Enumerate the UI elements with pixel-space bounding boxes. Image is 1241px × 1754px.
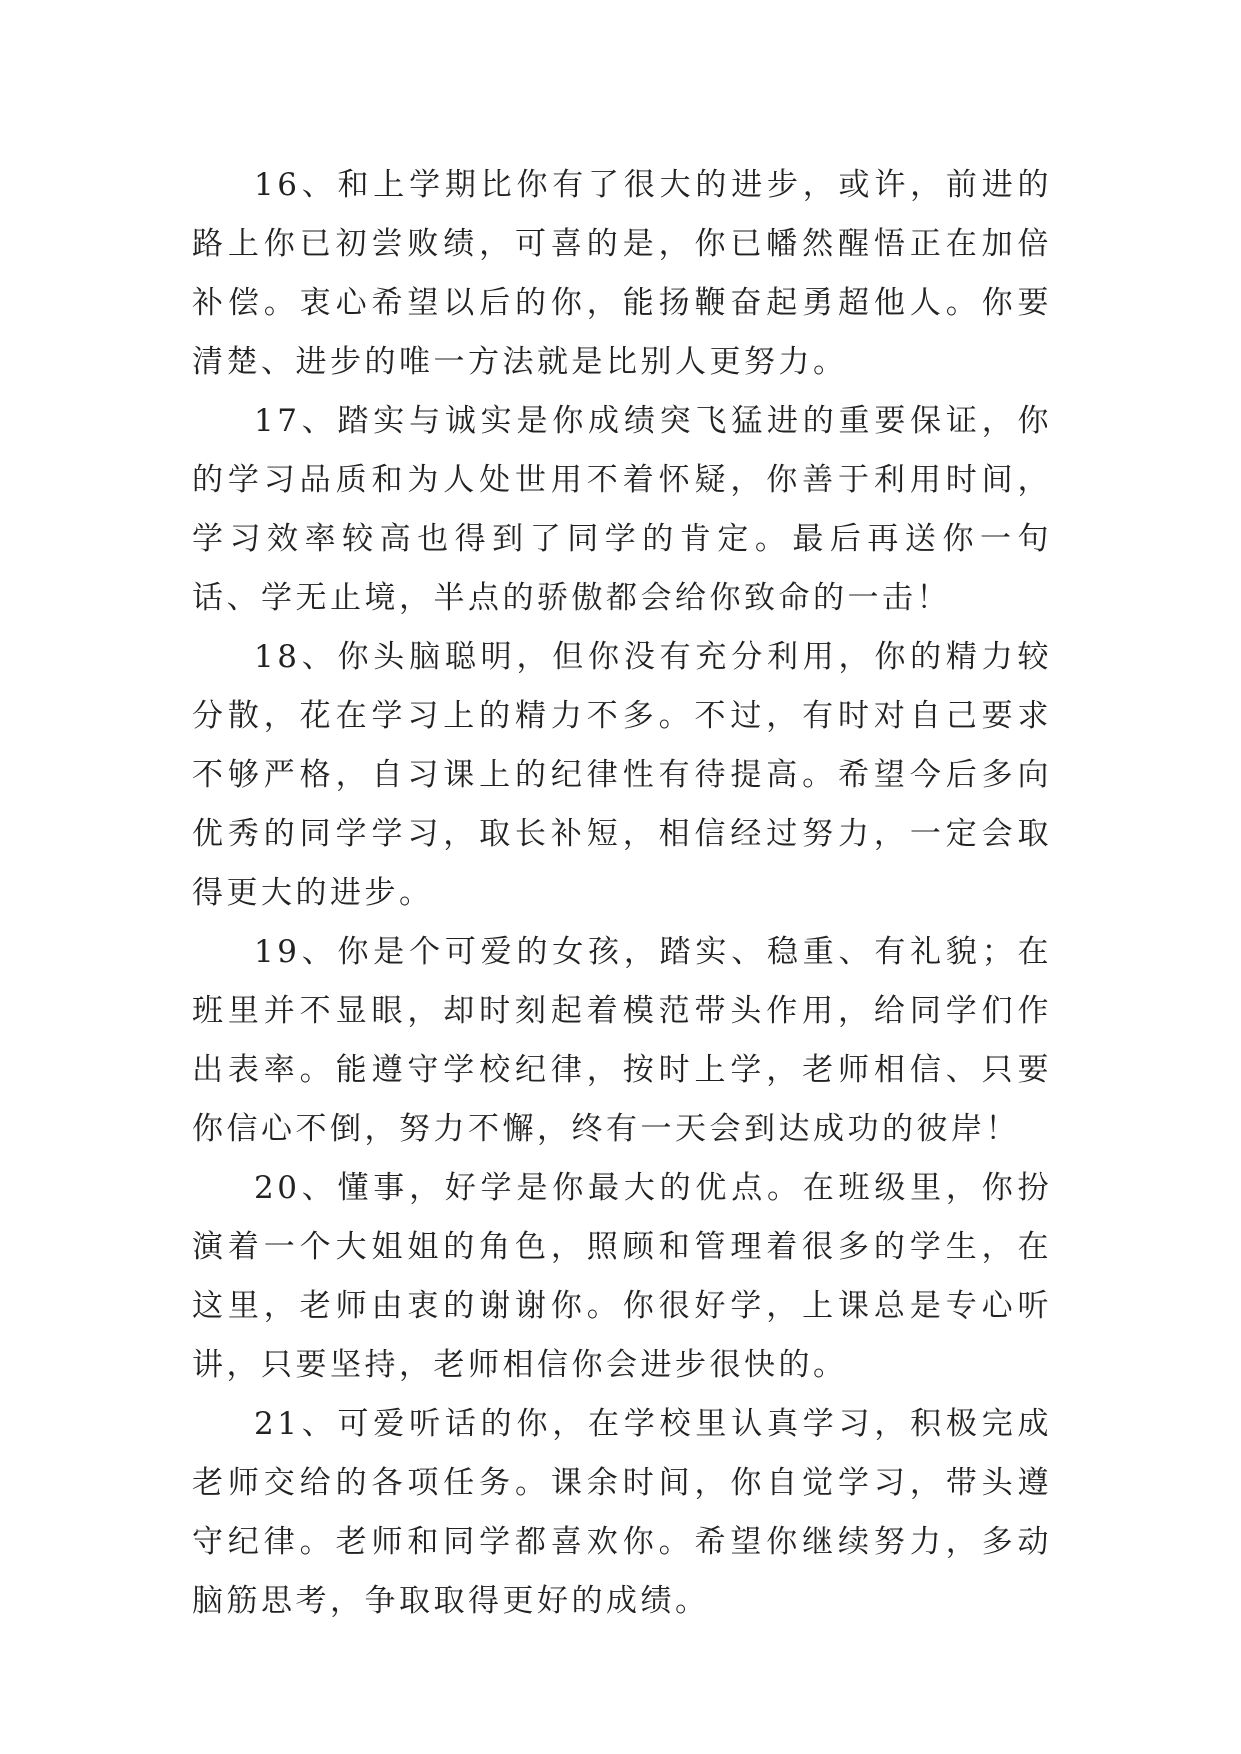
comment-paragraph-20: 20、懂事，好学是你最大的优点。在班级里，你扮演着一个大姐姐的角色，照顾和管理着很多的学生，在这里，老师由衷的谢谢你。你很好学，上课总是专心听讲，只要坚持，老师相信你会进步很快的。 bbox=[192, 1170, 1052, 1383]
comment-paragraph-21: 21、可爱听话的你，在学校里认真学习，积极完成老师交给的各项任务。课余时间，你自觉学习，带头遵守纪律。老师和同学都喜欢你。希望你继续努力，多动脑筋思考，争取取得更好的成绩。 bbox=[192, 1406, 1052, 1619]
document-body bbox=[192, 156, 1052, 1631]
comment-paragraph-18: 18、你头脑聪明，但你没有充分利用，你的精力较分散，花在学习上的精力不多。不过，有时对自己要求不够严格，自习课上的纪律性有待提高。希望今后多向优秀的同学学习，取长补短，相信经过努力，一定会取得更大的进步。 bbox=[192, 639, 1052, 911]
comment-paragraph-19: 19、你是个可爱的女孩，踏实、稳重、有礼貌；在班里并不显眼，却时刻起着模范带头作用，给同学们作出表率。能遵守学校纪律，按时上学，老师相信、只要你信心不倒，努力不懈，终有一天会到达成功的彼岸！ bbox=[192, 934, 1052, 1147]
comment-paragraph-17: 17、踏实与诚实是你成绩突飞猛进的重要保证，你的学习品质和为人处世用不着怀疑，你善于利用时间，学习效率较高也得到了同学的肯定。最后再送你一句话、学无止境，半点的骄傲都会给你致命的一击！ bbox=[192, 403, 1052, 616]
comment-paragraph-16: 16、和上学期比你有了很大的进步，或许，前进的路上你已初尝败绩，可喜的是，你已幡然醒悟正在加倍补偿。衷心希望以后的你，能扬鞭奋起勇超他人。你要清楚、进步的唯一方法就是比别人更努力。 bbox=[192, 167, 1052, 380]
